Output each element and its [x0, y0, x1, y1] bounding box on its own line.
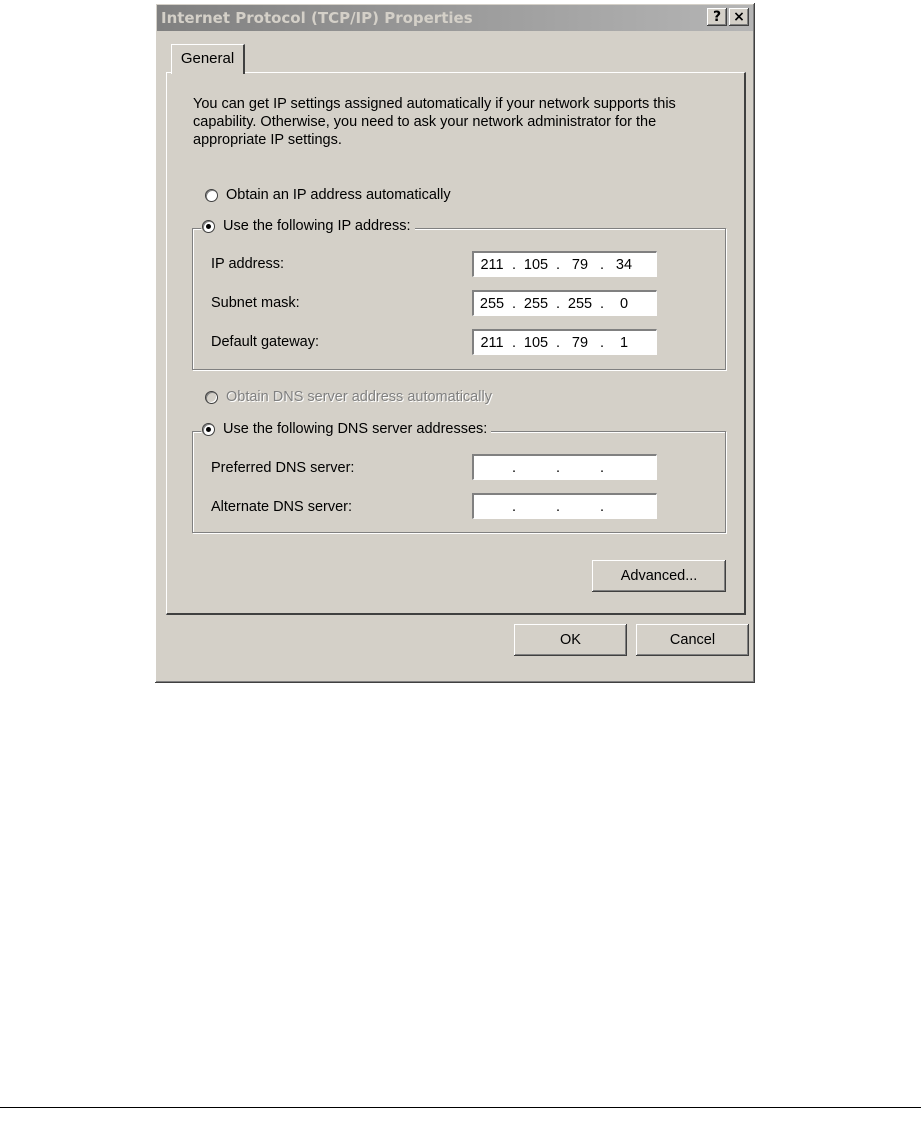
default-gateway-label: Default gateway:	[211, 334, 320, 350]
ip-address-field[interactable]	[472, 251, 657, 277]
ip-address-octet-4: 34	[615, 256, 633, 273]
tab-general[interactable]: General	[171, 44, 245, 74]
ok-button[interactable]: OK	[514, 624, 627, 656]
default-gateway-field[interactable]	[472, 329, 657, 355]
ip-dot: .	[555, 295, 561, 312]
help-button[interactable]: ?	[707, 8, 727, 26]
subnet-mask-octet-3: 255	[567, 295, 593, 312]
advanced-button[interactable]: Advanced...	[592, 560, 726, 592]
ip-dot: .	[511, 459, 517, 476]
title-bar[interactable]	[157, 5, 753, 31]
default-gateway-octet-4: 1	[619, 334, 629, 351]
ip-address-octet-2: 105	[523, 256, 549, 273]
intro-text: You can get IP settings assigned automatically if your network supports this capability. Otherwise, you need to ask your network administrator for the appropriate IP settings.	[193, 96, 676, 148]
ip-address-octet-3: 79	[571, 256, 589, 273]
default-gateway-octet-2: 105	[523, 334, 549, 351]
subnet-mask-field[interactable]	[472, 290, 657, 316]
use-following-ip-label: Use the following IP address:	[223, 218, 411, 234]
default-gateway-octet-1: 211	[480, 334, 504, 351]
use-following-ip-option[interactable]	[202, 218, 415, 234]
subnet-mask-octet-1: 255	[479, 295, 505, 312]
use-following-dns-label: Use the following DNS server addresses:	[223, 421, 488, 437]
alternate-dns-label: Alternate DNS server:	[211, 499, 353, 515]
ip-dot: .	[555, 459, 561, 476]
obtain-dns-auto-radio[interactable]	[205, 391, 218, 404]
use-following-ip-radio[interactable]	[202, 220, 215, 233]
default-gateway-octet-3: 79	[571, 334, 589, 351]
ip-dot: .	[599, 256, 605, 273]
ip-address-label: IP address:	[211, 256, 285, 272]
ip-dot: .	[511, 498, 517, 515]
ip-address-octet-1: 211	[480, 256, 504, 273]
subnet-mask-octet-4: 0	[619, 295, 629, 312]
subnet-mask-octet-2: 255	[523, 295, 549, 312]
cancel-button[interactable]: Cancel	[636, 624, 749, 656]
ip-dot: .	[599, 498, 605, 515]
window-title: Internet Protocol (TCP/IP) Properties	[161, 9, 473, 27]
obtain-dns-auto-option[interactable]	[205, 389, 496, 405]
ip-dot: .	[555, 498, 561, 515]
use-following-dns-option[interactable]	[202, 421, 491, 437]
ip-dot: .	[555, 334, 561, 351]
close-button[interactable]: ×	[729, 8, 749, 26]
obtain-ip-auto-radio[interactable]	[205, 189, 218, 202]
page-rule	[0, 1107, 921, 1108]
ip-dot: .	[555, 256, 561, 273]
use-following-dns-radio[interactable]	[202, 423, 215, 436]
ip-dot: .	[511, 334, 517, 351]
obtain-dns-auto-label: Obtain DNS server address automatically	[226, 389, 492, 405]
ip-dot: .	[511, 295, 517, 312]
preferred-dns-label: Preferred DNS server:	[211, 460, 355, 476]
subnet-mask-label: Subnet mask:	[211, 295, 300, 311]
obtain-ip-auto-label: Obtain an IP address automatically	[226, 187, 451, 203]
ip-dot: .	[599, 295, 605, 312]
preferred-dns-field[interactable]	[472, 454, 657, 480]
alternate-dns-field[interactable]	[472, 493, 657, 519]
ip-dot: .	[599, 334, 605, 351]
obtain-ip-auto-option[interactable]	[205, 187, 455, 203]
ip-dot: .	[511, 256, 517, 273]
ip-dot: .	[599, 459, 605, 476]
